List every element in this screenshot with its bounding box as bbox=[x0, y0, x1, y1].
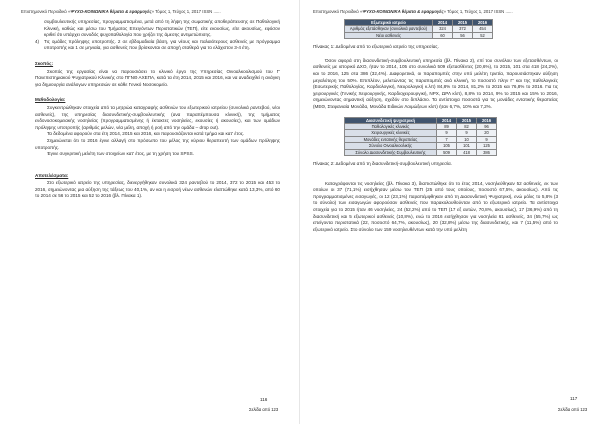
left-content bbox=[35, 19, 280, 200]
cell: 9 bbox=[457, 130, 477, 136]
right-content bbox=[313, 19, 558, 233]
paragraph: Καταγράφονται τις νοσηλείες (βλ. Πίνακα 3), διαπιστώθηκε ότι το έτος 2014, νοσηλεύθηκαν 52 ασθενείς, εκ των οποίων οι 37 (71,1%) εισήχθησαν μέσω του ΤΕΠ (25 από τους οποίους, ποσοστό 67,5%, ακουσίως). Από τις προγραμματισμένες εισαγωγές, οι 12 (23,1%) παραπέμφθηκαν από τη Διασυνδετική Ψυχιατρική, ενώ μόλις το 5,8% (3 το σύνολο) των εισαγωγών αφορούσαν ασθενείς που παρακολουθούνταν από το εξωτερικό ιατρείο. Τα αντίστοιχα στοιχεία για το 2015 ήταν 46 νοσηλείες, 24 (52,2%) από το ΤΕΠ (17 εξ αυτών, 70,8%, ακουσίως), 17 (36,9%) από τη διασυνδετική και 5 εξωτερικοί ασθενείς (10,8%), ενώ το 2016 εισήχθησαν για νοσηλεία 61 ασθενείς, 34 (55,7%) ως επείγοντα περιστατικά (22, ποσοστό 64,7%, ακουσίως), 20 (32,8%) μέσω της διασυνδετικής, και 7 (11,5%) από το εξωτερικό ιατρείο. Στο σύνολο των 159 νοσηλευθέντων κατά την υπό μελέτη bbox=[313, 180, 558, 232]
row-label: Σύνολο Οινοαλκοολικής bbox=[345, 143, 437, 149]
cell: 509 bbox=[437, 149, 457, 155]
table-consultation bbox=[344, 117, 497, 156]
cell: 60 bbox=[433, 32, 453, 38]
cell: 386 bbox=[477, 149, 497, 155]
page-of-label: Σελίδα από 123 bbox=[558, 407, 588, 412]
header-suffix: » Τόμος 1, Τεύχος 1, 2017 ISSN ...... bbox=[151, 9, 221, 14]
cell: 82 bbox=[457, 123, 477, 129]
table-header: Εξωτερικό ιατρείο bbox=[345, 20, 433, 26]
cell: 96 bbox=[477, 123, 497, 129]
table-header: Διασυνδετική ψυχιατρική bbox=[345, 117, 437, 123]
cell: 9 bbox=[477, 136, 497, 142]
header-prefix: Επιστημονικό Περιοδικό « bbox=[313, 9, 363, 14]
list-number: 4) bbox=[35, 38, 40, 44]
row-label: Παθολογικές κλινικές bbox=[345, 123, 437, 129]
cell: 20 bbox=[477, 130, 497, 136]
table-header: 2015 bbox=[457, 117, 477, 123]
running-header bbox=[313, 9, 513, 14]
cell: 454 bbox=[473, 26, 493, 32]
table-outpatient bbox=[344, 19, 493, 39]
paragraph: Όσον αφορά στη διασυνδετική-συμβουλευτική υπηρεσία (βλ. Πίνακα 2), επί του συνόλου των εξετασθέντων, οι ασθενείς με ιστορικό ΔΧΟ, ήταν το 2014, 105 στο συνολικά 509 εξετασθέντες (20,6%), το 2015, 101 στα 418 (24,2%), και το 2016, 125 στα 386 (32,4%). Διαφορετικά, οι παραπομπές στην υπό μελέτη τριετία, παρουσιάστηκαν αύξηση μεγαλύτερη του 50%. Επιπλέον, μελετώντας τις παραπομπές ανά κλινική, το ποσοστό πλην Γ' και της παθολογικές (Εσωτερικής Παθολογίας, Καρδιολογική, Νευρολογική κ.λπ) 84,8% το 2014, 81,2% το 2015 και 76,8% το 2016. Για τις χειρουργικές (Γενικής Χειρουργικής, Καρδιοχειρουργική, ΝΡΧ, ΩΡΛ κλπ), 8,8% το 2014, 9% το 2015 και 15% το 2016, σημειώνοντας σημαντική αύξηση, σχεδόν στο διπλάσιο. Τα αντίστοιχα ποσοστά για τις μονάδες εντατικής θεραπείας (ΜΕΘ, Στεφανιαία Μονάδα, Μονάδα Ειδικών Λοιμώξεων κλπ) ήταν 6,7%, 10% και 7,2%. bbox=[313, 57, 558, 109]
cell: 7 bbox=[437, 136, 457, 142]
row-label: Νέοι ασθενείς bbox=[345, 32, 433, 38]
table-header: 2016 bbox=[473, 20, 493, 26]
table-row bbox=[345, 32, 493, 38]
cell: 89 bbox=[437, 123, 457, 129]
cell: 372 bbox=[453, 26, 473, 32]
table-caption: Πίνακας 2: Δεδομένα από τη διασυνδετική-συμβουλευτική υπηρεσία. bbox=[313, 161, 452, 166]
row-label: Αριθμός εξετάσθηκαν (συνολικά ραντεβού) bbox=[345, 26, 433, 32]
list-item bbox=[35, 39, 280, 52]
row-label: Μονάδες εντατικής θεραπείας bbox=[345, 136, 437, 142]
row-label: Σύνολο Διασυνδετικής-Συμβουλευτικής bbox=[345, 149, 437, 155]
cell: 418 bbox=[457, 149, 477, 155]
section-heading-aim: Σκοπός: bbox=[35, 60, 54, 66]
table-caption: Πίνακας 1: Δεδομένα από το εξωτερικό ιατρείο της υπηρεσίας. bbox=[313, 44, 439, 50]
list-text: Τις ομάδες πρόληψης υποτροπής. 2 σε εβδομαδιαία βάση, για νέους και παλαιότερους ασθενείς με πρόγραμμα υποτροπής και 1 σε μηνιαία, για ασθενείς που βρίσκονται σε αποχή σταθερά για το ελάχιστον 3-4 έτη. bbox=[44, 38, 280, 51]
journal-title: ΨΥΧΟ-ΚΟΙΝΩΝΙΚΑ θέματα & εφαρμογές bbox=[70, 9, 152, 14]
paragraph: Έγινε συγκριτική μελέτη των στοιχείων κατ' έτος, με τη χρήση του SPSS. bbox=[47, 151, 194, 157]
table-row bbox=[345, 149, 497, 155]
cell: 324 bbox=[433, 26, 453, 32]
page-number: 117 bbox=[570, 396, 578, 401]
paragraph: Σκοπός της εργασίας είναι να παρουσιάσει το κλινικό έργο της Υπηρεσίας Οινοαλκοολισμού του Γ' Πανεπιστημιακού Ψυχιατρικού Κλινικής στο ΠΓΝΘ ΑΧΕΠΑ, κατά τα έτη 2014, 2015 και 2016, και να αναδειχθεί η ανάγκη για δημιουργία ανάλογων υπηρεσιών σε κάθε Γενικό Νοσοκομείο. bbox=[35, 68, 280, 87]
cell: 125 bbox=[477, 143, 497, 149]
cell: 10 bbox=[457, 136, 477, 142]
table-header: 2016 bbox=[477, 117, 497, 123]
paragraph: Συγκεντρώθηκαν στοιχεία από τα μητρώα καταγραφής ασθενών του εξωτερικού ιατρείου (συνολικά ραντεβού, νέοι ασθενείς), της υπηρεσίας διασυνδετικής-συμβουλευτικής (ανα παραπέμπουσα κλινική), της τμήματος ενδονοσοκομειακής νοσηλείας (προγραμματισμένης ή έκτακτες νοσηλείες, εκουσίες ή ακουσίες), και των ομάδων πρόληψης υποτροπής (αριθμός μελών, νέα μέλη, αποχή ή ροή από την ομάδα – drop out). bbox=[35, 104, 280, 130]
right-page bbox=[300, 0, 600, 424]
page-number: 116 bbox=[260, 397, 268, 402]
cell: 56 bbox=[453, 32, 473, 38]
table-header: 2015 bbox=[453, 20, 473, 26]
paragraph: Τα δεδομένα αφορούν στα έτη 2014, 2015 και 2016, και παρουσιάζονται κατά τμήμα και κατ' έτος. bbox=[47, 131, 245, 137]
row-label: Χειρουργικές κλινικές bbox=[345, 130, 437, 136]
cell: 9 bbox=[437, 130, 457, 136]
table-header: 2014 bbox=[437, 117, 457, 123]
running-header bbox=[21, 9, 221, 14]
paragraph: συμβουλευτικής υπηρεσίας, προγραμματισμένα, μετά από τη λήψη της σωματικής αποθεράπευσης σε Παθολογική Κλινική, καθώς και μέσω του Τμήματος Επειγόντων Περιστατικών (ΤΕΠ), είτε εκουσίως, είτε ακουσίως, εφόσον κριθεί ότι υπάρχει συνοδός ψυχοπαθολογία που χρήζει της άμεσης αντιμετώπισης. bbox=[44, 19, 280, 38]
header-suffix: » Τόμος 1, Τεύχος 1, 2017 ISSN ...... bbox=[443, 9, 513, 14]
paragraph: Σημειώνεται ότι το 2016 έγινε αλλαγή στο πρόσωπο του μέλος της κύριου θεραπευτή των ομάδων πρόληψης υποτροπής. bbox=[35, 137, 280, 150]
table-header: 2014 bbox=[433, 20, 453, 26]
page-of-label: Σελίδα από 123 bbox=[249, 407, 279, 412]
cell: 52 bbox=[473, 32, 493, 38]
section-heading-method: Μεθοδολογία: bbox=[35, 97, 66, 103]
journal-title: ΨΥΧΟ-ΚΟΙΝΩΝΙΚΑ θέματα & εφαρμογές bbox=[362, 9, 444, 14]
cell: 101 bbox=[457, 143, 477, 149]
cell: 105 bbox=[437, 143, 457, 149]
paragraph: Στο εξωτερικό ιατρείο της υπηρεσίας, διενεργήθηκαν συνολικά 324 ραντεβού το 2014, 372 το 2015 και 453 το 2016, σημειώνοντας μια αύξηση της τάξεως του 40,1%, αν και η εισροή νέων ασθενών ελαττώθηκε κατά 13,3%, από 60 το 2014 σε 56 το 2015 και 52 το 2016 (βλ. Πίνακα 1). bbox=[35, 180, 280, 199]
section-heading-results: Αποτελέσματα: bbox=[35, 172, 69, 178]
header-prefix: Επιστημονικό Περιοδικό « bbox=[21, 9, 71, 14]
